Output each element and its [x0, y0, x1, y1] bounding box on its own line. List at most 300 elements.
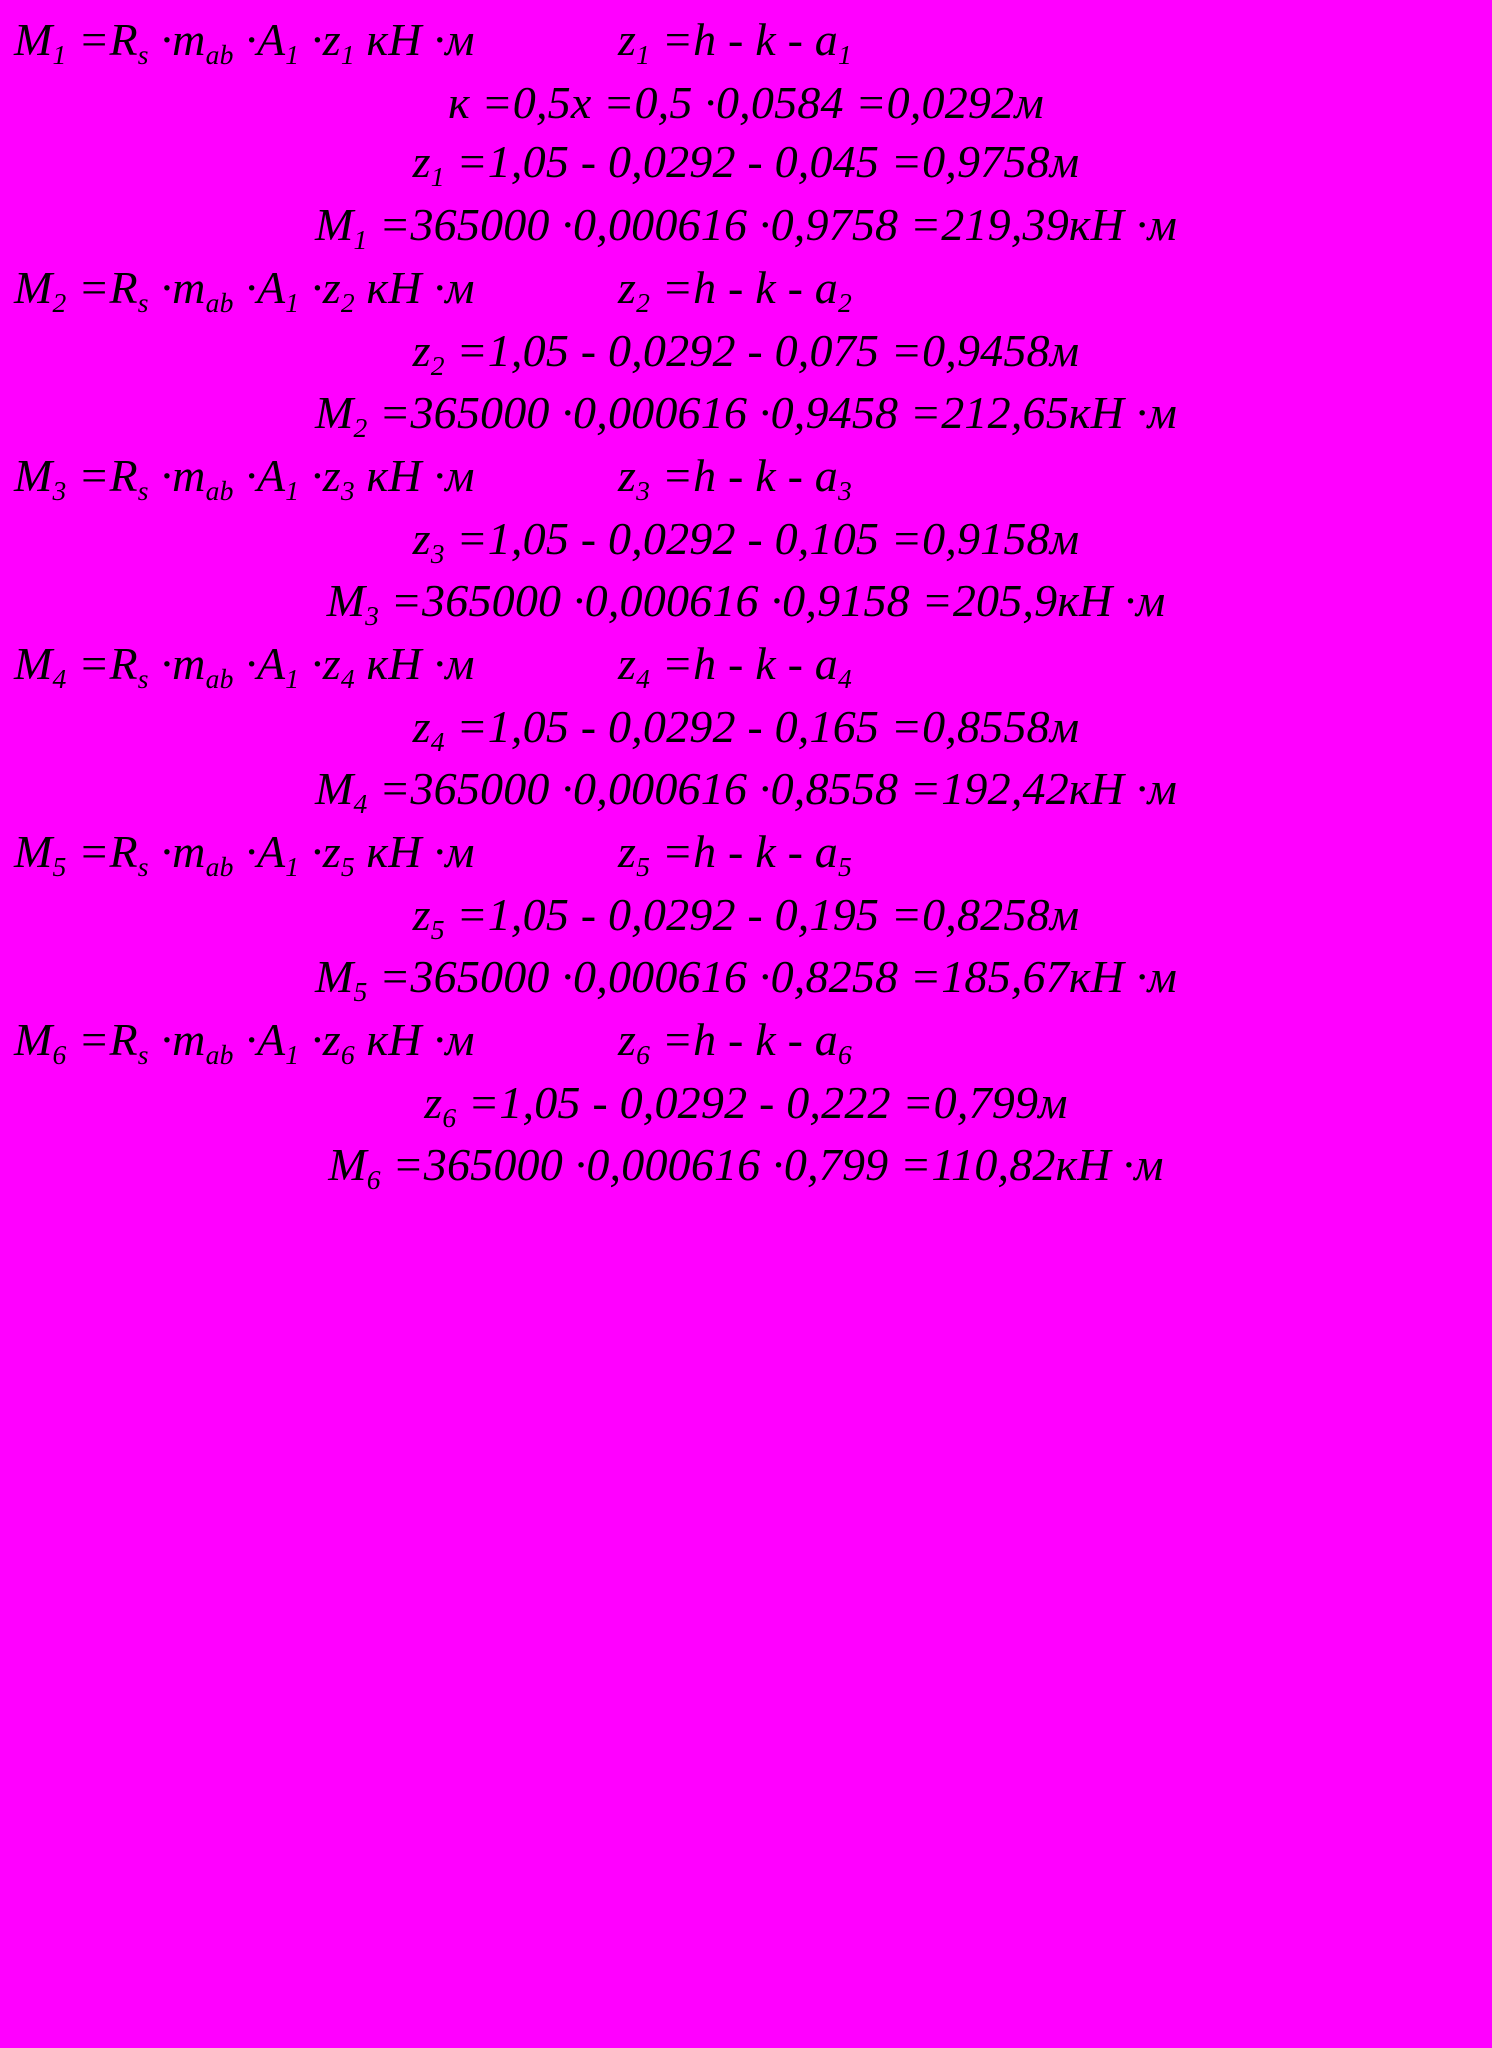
subscript: 1	[285, 38, 300, 70]
dot: ·	[245, 14, 257, 65]
value: 0,075	[774, 324, 880, 376]
value: 1,05	[487, 324, 570, 376]
symbol-M: M	[14, 826, 53, 878]
equals: =	[456, 888, 488, 940]
unit-kn: кН	[1068, 951, 1125, 1003]
value: 0,000616	[584, 575, 759, 627]
equation-line	[14, 321, 1478, 384]
unit-m: м	[445, 1014, 475, 1066]
dot: ·	[311, 1014, 323, 1066]
symbol-h: h	[693, 637, 717, 689]
subscript: 6	[838, 1038, 852, 1070]
subscript: 1	[52, 38, 67, 70]
symbol-R: R	[109, 637, 138, 689]
subscript: ab	[205, 1038, 234, 1070]
symbol-z: z	[424, 1076, 443, 1128]
unit-m: м	[1014, 76, 1044, 128]
value: 0,0584	[715, 76, 844, 128]
equals: =	[392, 1139, 424, 1191]
equals: =	[890, 136, 923, 188]
symbol-m: m	[172, 637, 206, 689]
value: 0,000616	[573, 199, 748, 251]
value: 1,05	[487, 888, 570, 940]
equals: =	[468, 1076, 500, 1128]
subscript: s	[137, 474, 149, 506]
dot: ·	[574, 1139, 587, 1191]
dot: ·	[433, 14, 446, 65]
subscript: 3	[52, 474, 67, 506]
symbol-z: z	[412, 512, 431, 564]
value: 0,000616	[573, 763, 748, 815]
symbol-h: h	[693, 1014, 717, 1066]
symbol-k: k	[755, 449, 776, 501]
value: 0,8258	[922, 888, 1050, 940]
unit-m: м	[1147, 387, 1178, 439]
equals: =	[661, 637, 694, 689]
dot: ·	[561, 763, 574, 815]
minus: -	[747, 700, 763, 752]
minus: -	[787, 637, 804, 689]
value: 365000	[423, 1139, 563, 1191]
equals: =	[855, 76, 887, 128]
subscript: 4	[52, 662, 67, 694]
symbol-A: A	[256, 449, 286, 501]
value: 0,0292	[607, 136, 736, 188]
subscript: 6	[636, 1038, 651, 1070]
symbol-m: m	[172, 1014, 206, 1066]
subscript: 1	[636, 38, 651, 70]
value: 212,65	[941, 387, 1069, 439]
minus: -	[747, 324, 763, 376]
equals: =	[603, 76, 635, 128]
subscript: 5	[340, 850, 355, 882]
value: 0,000616	[573, 951, 748, 1003]
dot: ·	[245, 826, 257, 878]
value: 0,9158	[782, 575, 910, 627]
minus: -	[580, 512, 597, 564]
subscript: 2	[430, 349, 445, 381]
equals: =	[78, 1014, 110, 1066]
subscript: 5	[430, 913, 445, 945]
symbol-h: h	[693, 449, 717, 501]
value: 0,799	[783, 1139, 889, 1191]
equation-line	[14, 571, 1478, 634]
symbol-m: m	[172, 826, 206, 878]
minus: -	[728, 261, 744, 313]
value: 1,05	[487, 700, 570, 752]
minus: -	[728, 449, 744, 501]
subscript: 1	[340, 38, 355, 70]
dot: ·	[1135, 199, 1148, 251]
equals: =	[900, 1139, 932, 1191]
equals: =	[379, 199, 411, 251]
subscript: 1	[353, 224, 368, 255]
unit-m: м	[1135, 575, 1166, 627]
value: 0,8558	[922, 700, 1050, 752]
value: 365000	[422, 575, 562, 627]
minus: -	[747, 136, 763, 188]
symbol-k: k	[755, 14, 776, 65]
value: 365000	[410, 387, 550, 439]
subscript: 1	[285, 474, 300, 506]
minus: -	[592, 1076, 608, 1128]
equals: =	[661, 449, 694, 501]
equals: =	[890, 888, 923, 940]
equals: =	[379, 387, 411, 439]
value: 0,9758	[770, 199, 899, 251]
symbol-R: R	[109, 261, 138, 313]
value: 0,195	[774, 888, 880, 940]
subscript: s	[137, 662, 149, 694]
equation-line	[14, 947, 1478, 1010]
dot: ·	[758, 199, 771, 251]
dot: ·	[561, 387, 574, 439]
subscript: 3	[430, 537, 445, 569]
dot: ·	[160, 826, 173, 878]
equals: =	[78, 261, 110, 313]
symbol-R: R	[109, 1014, 138, 1066]
symbol-m: m	[172, 14, 206, 65]
equals: =	[661, 1014, 694, 1066]
symbol-z: z	[322, 449, 341, 501]
symbol-a: a	[814, 449, 838, 501]
value: 192,42	[941, 763, 1069, 815]
unit-m: м	[1147, 951, 1178, 1003]
value: 365000	[410, 763, 550, 815]
value: 0,0292	[619, 1076, 748, 1128]
symbol-a: a	[814, 261, 838, 313]
equals: =	[456, 136, 488, 188]
minus: -	[580, 700, 597, 752]
dot: ·	[758, 387, 771, 439]
dot: ·	[770, 575, 783, 627]
symbol-z: z	[618, 261, 637, 313]
subscript: 2	[52, 286, 67, 318]
equation-line	[14, 1073, 1478, 1136]
unit-m: м	[1049, 512, 1080, 564]
subscript: 4	[340, 662, 355, 694]
subscript: 2	[838, 286, 852, 318]
subscript: 1	[285, 1038, 300, 1070]
equation-line	[14, 509, 1478, 572]
value: 0,5	[512, 76, 571, 128]
dot: ·	[160, 637, 173, 689]
value: 0,0292	[607, 888, 736, 940]
minus: -	[747, 888, 763, 940]
dot: ·	[311, 637, 323, 689]
equals: =	[78, 449, 110, 501]
symbol-z: z	[412, 888, 431, 940]
equation-line	[14, 73, 1478, 133]
value: 0,0292	[607, 512, 736, 564]
unit-kn: кН	[1057, 575, 1113, 627]
unit-kn: кН	[366, 1014, 422, 1066]
dot: ·	[433, 637, 446, 689]
subscript: s	[137, 850, 149, 882]
value: 365000	[410, 951, 550, 1003]
symbol-z: z	[412, 700, 431, 752]
value: 0,0292	[607, 700, 736, 752]
equation-line	[14, 258, 1478, 321]
value: 0,799	[933, 1076, 1039, 1128]
symbol-z: z	[412, 136, 431, 188]
subscript: 4	[838, 662, 852, 694]
unit-m: м	[1049, 700, 1080, 752]
symbol-z: z	[322, 637, 341, 689]
equals: =	[921, 575, 953, 627]
value: 205,9	[952, 575, 1058, 627]
unit-m: м	[445, 14, 475, 65]
symbol-h: h	[693, 826, 717, 878]
dot: ·	[1122, 1139, 1135, 1191]
dot: ·	[311, 826, 323, 878]
subscript: ab	[205, 474, 234, 506]
symbol-k: k	[755, 637, 776, 689]
dot: ·	[433, 1014, 446, 1066]
subscript: 1	[430, 161, 445, 193]
symbol-M: M	[314, 199, 354, 251]
equation-line	[14, 697, 1478, 760]
equals: =	[379, 763, 411, 815]
value: 0,000616	[586, 1139, 761, 1191]
symbol-z: z	[618, 826, 637, 878]
unit-kn: кН	[366, 14, 422, 65]
subscript: 3	[340, 474, 355, 506]
value: 365000	[410, 199, 550, 251]
unit-m: м	[1049, 888, 1080, 940]
minus: -	[747, 512, 763, 564]
dot: ·	[561, 199, 574, 251]
symbol-a: a	[814, 1014, 838, 1066]
dot: ·	[758, 763, 771, 815]
dot: ·	[160, 14, 173, 65]
value: 0,9458	[770, 387, 899, 439]
symbol-M: M	[328, 1139, 367, 1191]
unit-kn: кН	[366, 826, 422, 878]
symbol-R: R	[109, 449, 138, 501]
equals: =	[78, 826, 110, 878]
dot: ·	[1135, 763, 1148, 815]
unit-m: м	[445, 826, 475, 878]
value: 0,9158	[922, 512, 1050, 564]
subscript: 2	[636, 286, 651, 318]
symbol-h: h	[693, 14, 717, 65]
dot: ·	[572, 575, 585, 627]
equals: =	[902, 1076, 934, 1128]
subscript: s	[137, 38, 149, 70]
value: 0,000616	[573, 387, 748, 439]
value: 219,39	[941, 199, 1069, 251]
symbol-a: a	[814, 826, 838, 878]
equation-line	[14, 1135, 1478, 1198]
unit-kn: кН	[1068, 763, 1125, 815]
value: 0,165	[774, 700, 880, 752]
value: 0,8258	[770, 951, 899, 1003]
value: 185,67	[941, 951, 1069, 1003]
dot: ·	[245, 261, 257, 313]
symbol-A: A	[256, 1014, 286, 1066]
value: 0,222	[786, 1076, 891, 1128]
subscript: s	[137, 286, 149, 318]
subscript: 5	[838, 850, 852, 882]
equals: =	[379, 951, 411, 1003]
unit-m: м	[445, 637, 475, 689]
symbol-M: M	[314, 387, 354, 439]
unit-m: м	[445, 449, 475, 501]
symbol-R: R	[109, 14, 138, 65]
symbol-z: z	[618, 14, 637, 65]
dot: ·	[160, 261, 173, 313]
minus: -	[728, 1014, 744, 1066]
dot: ·	[561, 951, 574, 1003]
dot: ·	[433, 261, 446, 313]
equals: =	[890, 512, 923, 564]
dot: ·	[772, 1139, 784, 1191]
symbol-M: M	[14, 14, 53, 65]
dot: ·	[1135, 387, 1148, 439]
subscript: 1	[285, 662, 300, 694]
symbol-h: h	[693, 261, 717, 313]
subscript: 4	[636, 662, 651, 694]
minus: -	[728, 14, 744, 65]
symbol-z: z	[412, 324, 431, 376]
dot: ·	[160, 1014, 173, 1066]
equation-line	[14, 822, 1478, 885]
symbol-z: z	[322, 14, 341, 65]
equals: =	[909, 199, 942, 251]
symbol-z: z	[322, 826, 341, 878]
equals: =	[78, 637, 110, 689]
symbol-M: M	[14, 1014, 53, 1066]
unit-m: м	[1134, 1139, 1164, 1191]
dot: ·	[1124, 575, 1136, 627]
subscript: 5	[636, 850, 651, 882]
equals: =	[890, 324, 923, 376]
equals: =	[390, 575, 423, 627]
equals: =	[456, 700, 488, 752]
symbol-M: M	[14, 637, 53, 689]
value: 0,5	[634, 76, 693, 128]
equation-line	[14, 885, 1478, 948]
unit-m: м	[1147, 199, 1178, 251]
value: 1,05	[487, 136, 570, 188]
dot: ·	[433, 826, 446, 878]
equation-line	[14, 10, 1478, 73]
equals: =	[909, 387, 942, 439]
equation-line	[14, 1010, 1478, 1073]
minus: -	[758, 1076, 775, 1128]
dot: ·	[1135, 951, 1148, 1003]
equation-line	[14, 446, 1478, 509]
unit-kn: кН	[1068, 199, 1125, 251]
subscript: ab	[205, 662, 234, 694]
value: 110,82	[931, 1139, 1056, 1191]
subscript: 6	[52, 1038, 67, 1070]
unit-kn: кН	[366, 449, 422, 501]
symbol-A: A	[256, 826, 286, 878]
equals: =	[661, 826, 694, 878]
minus: -	[580, 136, 597, 188]
equals: =	[481, 76, 513, 128]
symbol-k: k	[755, 1014, 776, 1066]
equation-line	[14, 132, 1478, 195]
symbol-k: k	[755, 261, 776, 313]
subscript: 3	[838, 474, 852, 506]
equals: =	[890, 700, 923, 752]
subscript: 6	[442, 1101, 457, 1133]
unit-kn: кН	[366, 637, 422, 689]
unit-m: м	[1038, 1076, 1068, 1128]
dot: ·	[245, 1014, 257, 1066]
value: 0,0292	[607, 324, 736, 376]
dot: ·	[160, 449, 173, 501]
minus: -	[580, 888, 597, 940]
dot: ·	[758, 951, 771, 1003]
value: 0,045	[774, 136, 880, 188]
symbol-z: z	[618, 637, 637, 689]
equals: =	[456, 324, 488, 376]
subscript: 1	[285, 286, 300, 318]
equation-line	[14, 383, 1478, 446]
value: 0,9458	[922, 324, 1050, 376]
symbol-a: a	[814, 14, 838, 65]
symbol-z: z	[618, 1014, 637, 1066]
subscript: 4	[430, 725, 445, 757]
dot: ·	[311, 449, 323, 501]
unit-kn: кН	[366, 261, 422, 313]
subscript: 3	[636, 474, 651, 506]
minus: -	[787, 1014, 804, 1066]
symbol-x: x	[570, 76, 592, 128]
equation-line	[14, 759, 1478, 822]
subscript: 1	[838, 38, 852, 70]
dot: ·	[245, 637, 257, 689]
subscript: 2	[353, 412, 368, 444]
subscript: 4	[353, 788, 368, 820]
value: 1,05	[487, 512, 570, 564]
value: 0,0292	[886, 76, 1015, 128]
subscript: 3	[365, 600, 380, 632]
equals: =	[909, 951, 942, 1003]
subscript: ab	[205, 286, 234, 318]
minus: -	[728, 637, 744, 689]
unit-kn: кН	[1055, 1139, 1111, 1191]
symbol-z: z	[322, 1014, 341, 1066]
subscript: 5	[52, 850, 67, 882]
subscript: ab	[205, 38, 234, 70]
symbol-M: M	[14, 261, 53, 313]
unit-m: м	[445, 261, 475, 313]
subscript: s	[137, 1038, 149, 1070]
minus: -	[728, 826, 744, 878]
minus: -	[787, 449, 804, 501]
symbol-m: m	[172, 449, 206, 501]
minus: -	[787, 826, 804, 878]
unit-m: м	[1049, 324, 1080, 376]
subscript: 6	[366, 1164, 381, 1196]
symbol-R: R	[109, 826, 138, 878]
subscript: 5	[353, 976, 368, 1008]
equation-line	[14, 634, 1478, 697]
symbol-M: M	[314, 763, 354, 815]
symbol-a: a	[814, 637, 838, 689]
subscript: ab	[205, 850, 234, 882]
unit-kn: кН	[1068, 387, 1125, 439]
value: 0,9758	[922, 136, 1050, 188]
symbol-M: M	[14, 449, 53, 501]
dot: ·	[704, 76, 716, 128]
minus: -	[580, 324, 597, 376]
